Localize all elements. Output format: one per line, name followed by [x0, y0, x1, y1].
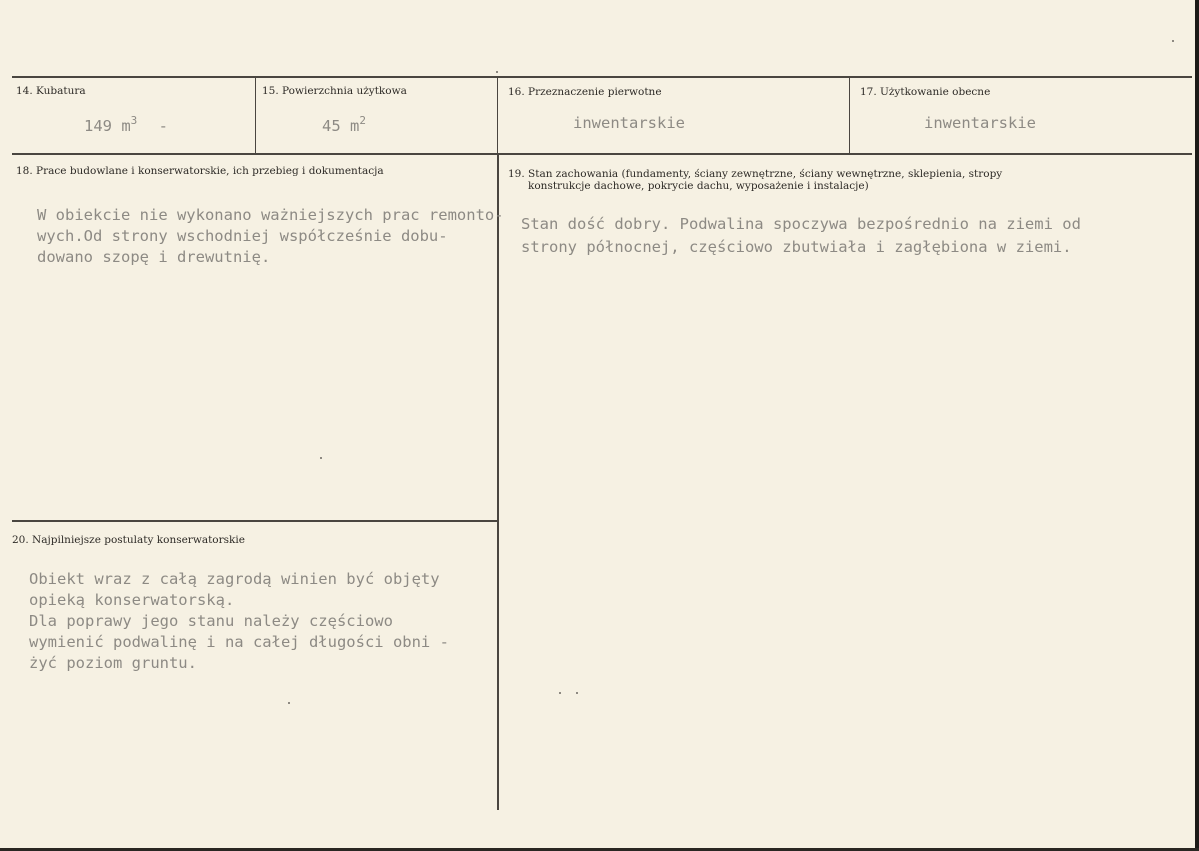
- field-15-value-text: 45 m: [322, 117, 360, 135]
- paper-speck: [320, 457, 322, 459]
- field-17-label: 17. Użytkowanie obecne: [860, 86, 991, 98]
- field-18-line: dowano szopę i drewutnię.: [37, 248, 271, 266]
- top-rule: [12, 76, 1192, 78]
- field-20-line: opieką konserwatorską.: [29, 591, 235, 609]
- field-14-label: 14. Kubatura: [16, 85, 86, 97]
- paper-speck: [288, 702, 290, 704]
- row1-bottom-rule: [12, 153, 1192, 155]
- rule-18-20: [12, 520, 498, 522]
- field-18-line: wych.Od strony wschodniej współcześnie dobu-: [37, 227, 448, 245]
- field-19-label-line1: 19. Stan zachowania (fundamenty, ściany zewnętrzne, ściany wewnętrzne, sklepienia, stropy: [508, 168, 1003, 180]
- field-15-value-exponent: 2: [359, 114, 366, 127]
- paper-speck: [576, 692, 578, 694]
- field-16-label: 16. Przeznaczenie pierwotne: [508, 86, 662, 98]
- field-14-mark: -: [158, 117, 168, 135]
- field-18-text: [37, 205, 504, 268]
- field-14-value-text: 149 m: [84, 117, 131, 135]
- field-20-label: 20. Najpilniejsze postulaty konserwatorskie: [12, 534, 245, 546]
- field-19-line: Stan dość dobry. Podwalina spoczywa bezpośrednio na ziemi od: [521, 215, 1081, 233]
- paper-speck: [496, 71, 498, 73]
- field-15-value: [322, 114, 366, 135]
- divider-15-16: [497, 77, 498, 154]
- field-20-text: [29, 569, 449, 674]
- field-20-line: Obiekt wraz z całą zagrodą winien być objęty: [29, 570, 440, 588]
- field-18-line: W obiekcie nie wykonano ważniejszych prac remonto-: [37, 206, 504, 224]
- field-20-line: żyć poziom gruntu.: [29, 654, 197, 672]
- field-18-label: 18. Prace budowlane i konserwatorskie, ich przebieg i dokumentacja: [16, 165, 384, 177]
- field-16-value: inwentarskie: [573, 114, 685, 132]
- field-19-label-line2: konstrukcje dachowe, pokrycie dachu, wyposażenie i instalacje): [528, 180, 869, 192]
- field-14-value-exponent: 3: [130, 114, 138, 127]
- field-14-value: [84, 114, 168, 135]
- field-17-value: inwentarskie: [924, 114, 1036, 132]
- paper-speck: [1172, 40, 1174, 42]
- field-20-line: Dla poprawy jego stanu należy częściowo: [29, 612, 393, 630]
- field-19-text: [521, 213, 1081, 259]
- field-20-line: wymienić podwalinę i na całej długości obni -: [29, 633, 449, 651]
- scan-edge-right: [1195, 0, 1199, 851]
- field-15-label: 15. Powierzchnia użytkowa: [262, 85, 407, 97]
- field-19-line: strony północnej, częściowo zbutwiała i zagłębiona w ziemi.: [521, 238, 1072, 256]
- divider-14-15: [255, 77, 256, 154]
- divider-16-17: [849, 77, 850, 154]
- paper-speck: [559, 692, 561, 694]
